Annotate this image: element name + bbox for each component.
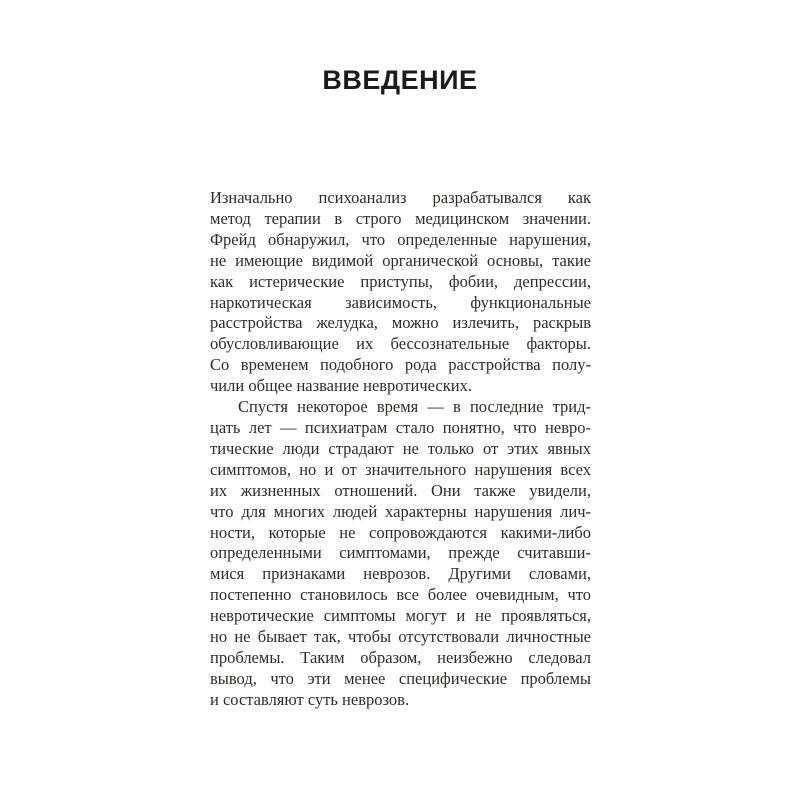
text-line: ности, которые не сопровождаются какими-либо <box>210 522 591 542</box>
text-line: невротические симптомы могут и не проявляться, <box>210 606 591 626</box>
text-line: вывод, что эти менее специфические проблемы <box>210 668 591 688</box>
text-line: их жизненных отношений. Они также увидели, <box>210 480 591 500</box>
text-line: расстройства желудка, можно излечить, раскрыв <box>210 313 591 333</box>
chapter-title: ВВЕДЕНИЕ <box>322 65 478 95</box>
text-line: метод терапии в строго медицинском значении. <box>210 208 591 228</box>
text-line: проблемы. Таким образом, неизбежно следовал <box>210 647 591 667</box>
text-line: чили общее название невротических. <box>210 376 472 396</box>
text-line: симптомов, но и от значительного нарушения всех <box>210 459 591 479</box>
text-line: не имеющие видимой органической основы, такие <box>210 250 591 270</box>
text-line: обусловливающие их бессознательные факторы. <box>210 334 591 354</box>
text-line: как истерические приступы, фобии, депрессии, <box>210 271 591 291</box>
text-line: цать лет — психиатрам стало понятно, что невро- <box>210 417 591 437</box>
body-text <box>210 188 591 711</box>
text-line: и составляют суть неврозов. <box>210 689 410 709</box>
text-line: наркотическая зависимость, функциональные <box>210 292 591 312</box>
text-line: но не бывает так, чтобы отсутствовали личностные <box>210 627 591 647</box>
text-line: постепенно становилось все более очевидным, что <box>210 585 591 605</box>
text-line: определенными симптомами, прежде считавши- <box>210 543 591 563</box>
text-line: тические люди страдают не только от этих явных <box>210 438 591 458</box>
text-line: Спустя некоторое время — в последние трид- <box>238 397 591 417</box>
text-line: мися признаками неврозов. Другими словами, <box>210 564 591 584</box>
text-line: Фрейд обнаружил, что определенные нарушения, <box>210 229 591 249</box>
text-line: Изначально психоанализ разрабатывался как <box>210 188 591 207</box>
text-line: что для многих людей характерны нарушения лич- <box>210 501 591 521</box>
text-line: Со временем подобного рода расстройства полу- <box>210 355 591 375</box>
